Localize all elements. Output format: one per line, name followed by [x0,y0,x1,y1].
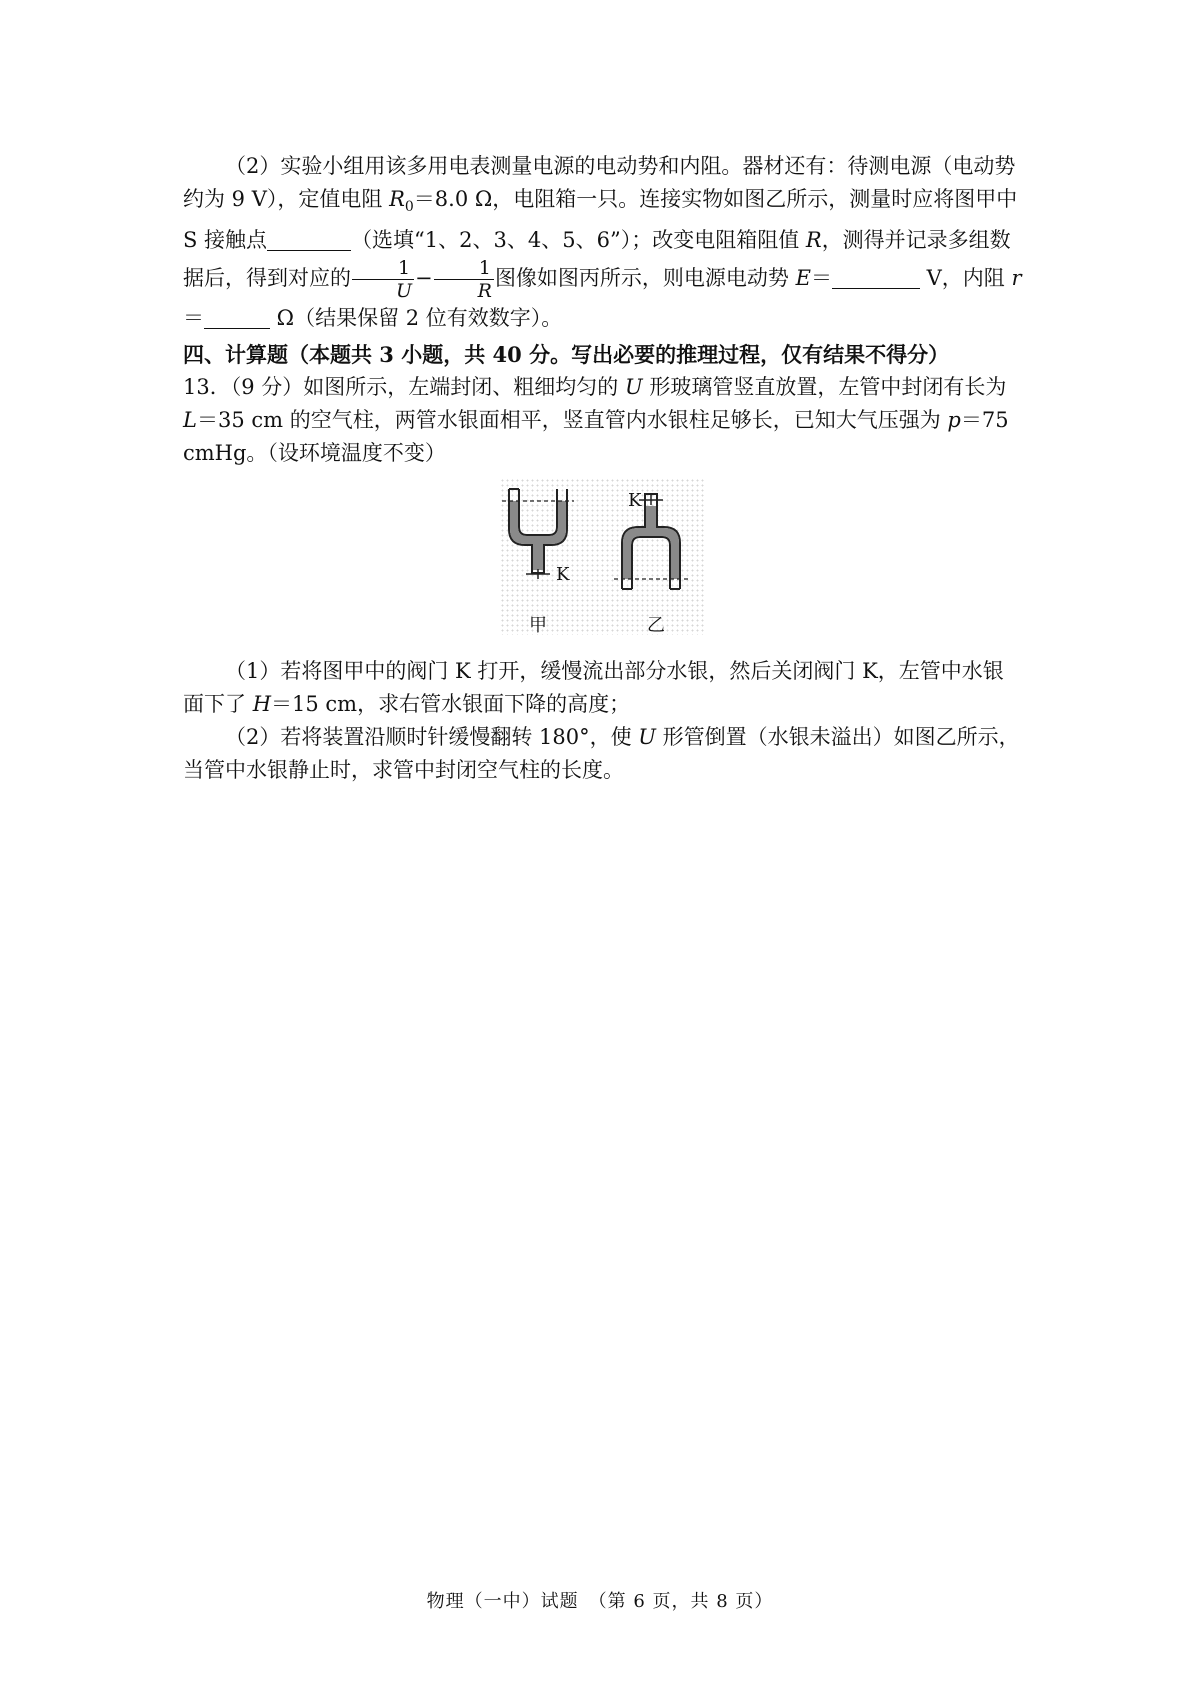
q13-part1: （1）若将图甲中的阀门 K 打开，缓慢流出部分水银，然后关闭阀门 K，左管中水银面下了 H＝15 cm，求右管水银面下降的高度； [183,659,1004,716]
fraction-1-over-u: $\frac{1}{U}$ [352,257,414,302]
q13-part2: （2）若将装置沿顺时针缓慢翻转 180°，使 U 形管倒置（水银未溢出）如图乙所示，当管中水银静止时，求管中封闭空气柱的长度。 [183,725,1020,782]
u-tube-figure [500,478,705,635]
answer-blank-contact[interactable] [267,228,351,251]
figure-caption-yi: 乙 [647,615,665,636]
fraction-1-over-r: $\frac{1}{R}$ [434,257,494,302]
answer-blank-emf[interactable] [832,266,920,289]
u-tube-yi [614,494,688,589]
valve-label-yi: K [628,490,642,511]
section-heading: 四、计算题（本题共 3 小题，共 40 分。写出必要的推理过程，仅有结果不得分） [183,342,950,367]
part-label: （2） [225,154,281,178]
page-footer: 物理（一中）试题 （第 6 页，共 8 页） [426,1591,774,1612]
valve-label-jia: K [556,564,570,585]
q12-part2-paragraph: （2）实验小组用该多用电表测量电源的电动势和内阻。器材还有：待测电源（电动势约为 9 V），定值电阻 $R_0=8.0$ Ω，电阻箱一只。连接实物如图乙所示，测量时应将图甲中 S 接触点 （选填“1、2、3、4、5、6”）；改变电阻箱阻值 R，测得并记录多组数据后，得到对应的 $\frac{1}{U}$ − $\frac{1}{R}$ 图像如图丙所示，则电源电动势 E＝ V，内阻 r＝ Ω（结果保留 2 位有效数字）。 [183,154,1022,331]
answer-blank-resistance[interactable] [204,306,270,329]
q13-stem: 13．（9 分）如图所示，左端封闭、粗细均匀的 U 形玻璃管竖直放置，左管中封闭有长为 L＝35 cm 的空气柱，两管水银面相平，竖直管内水银柱足够长，已知大气压强为 p＝75 cmHg。（设环境温度不变） [183,375,1009,465]
figure-caption-jia: 甲 [529,615,547,636]
